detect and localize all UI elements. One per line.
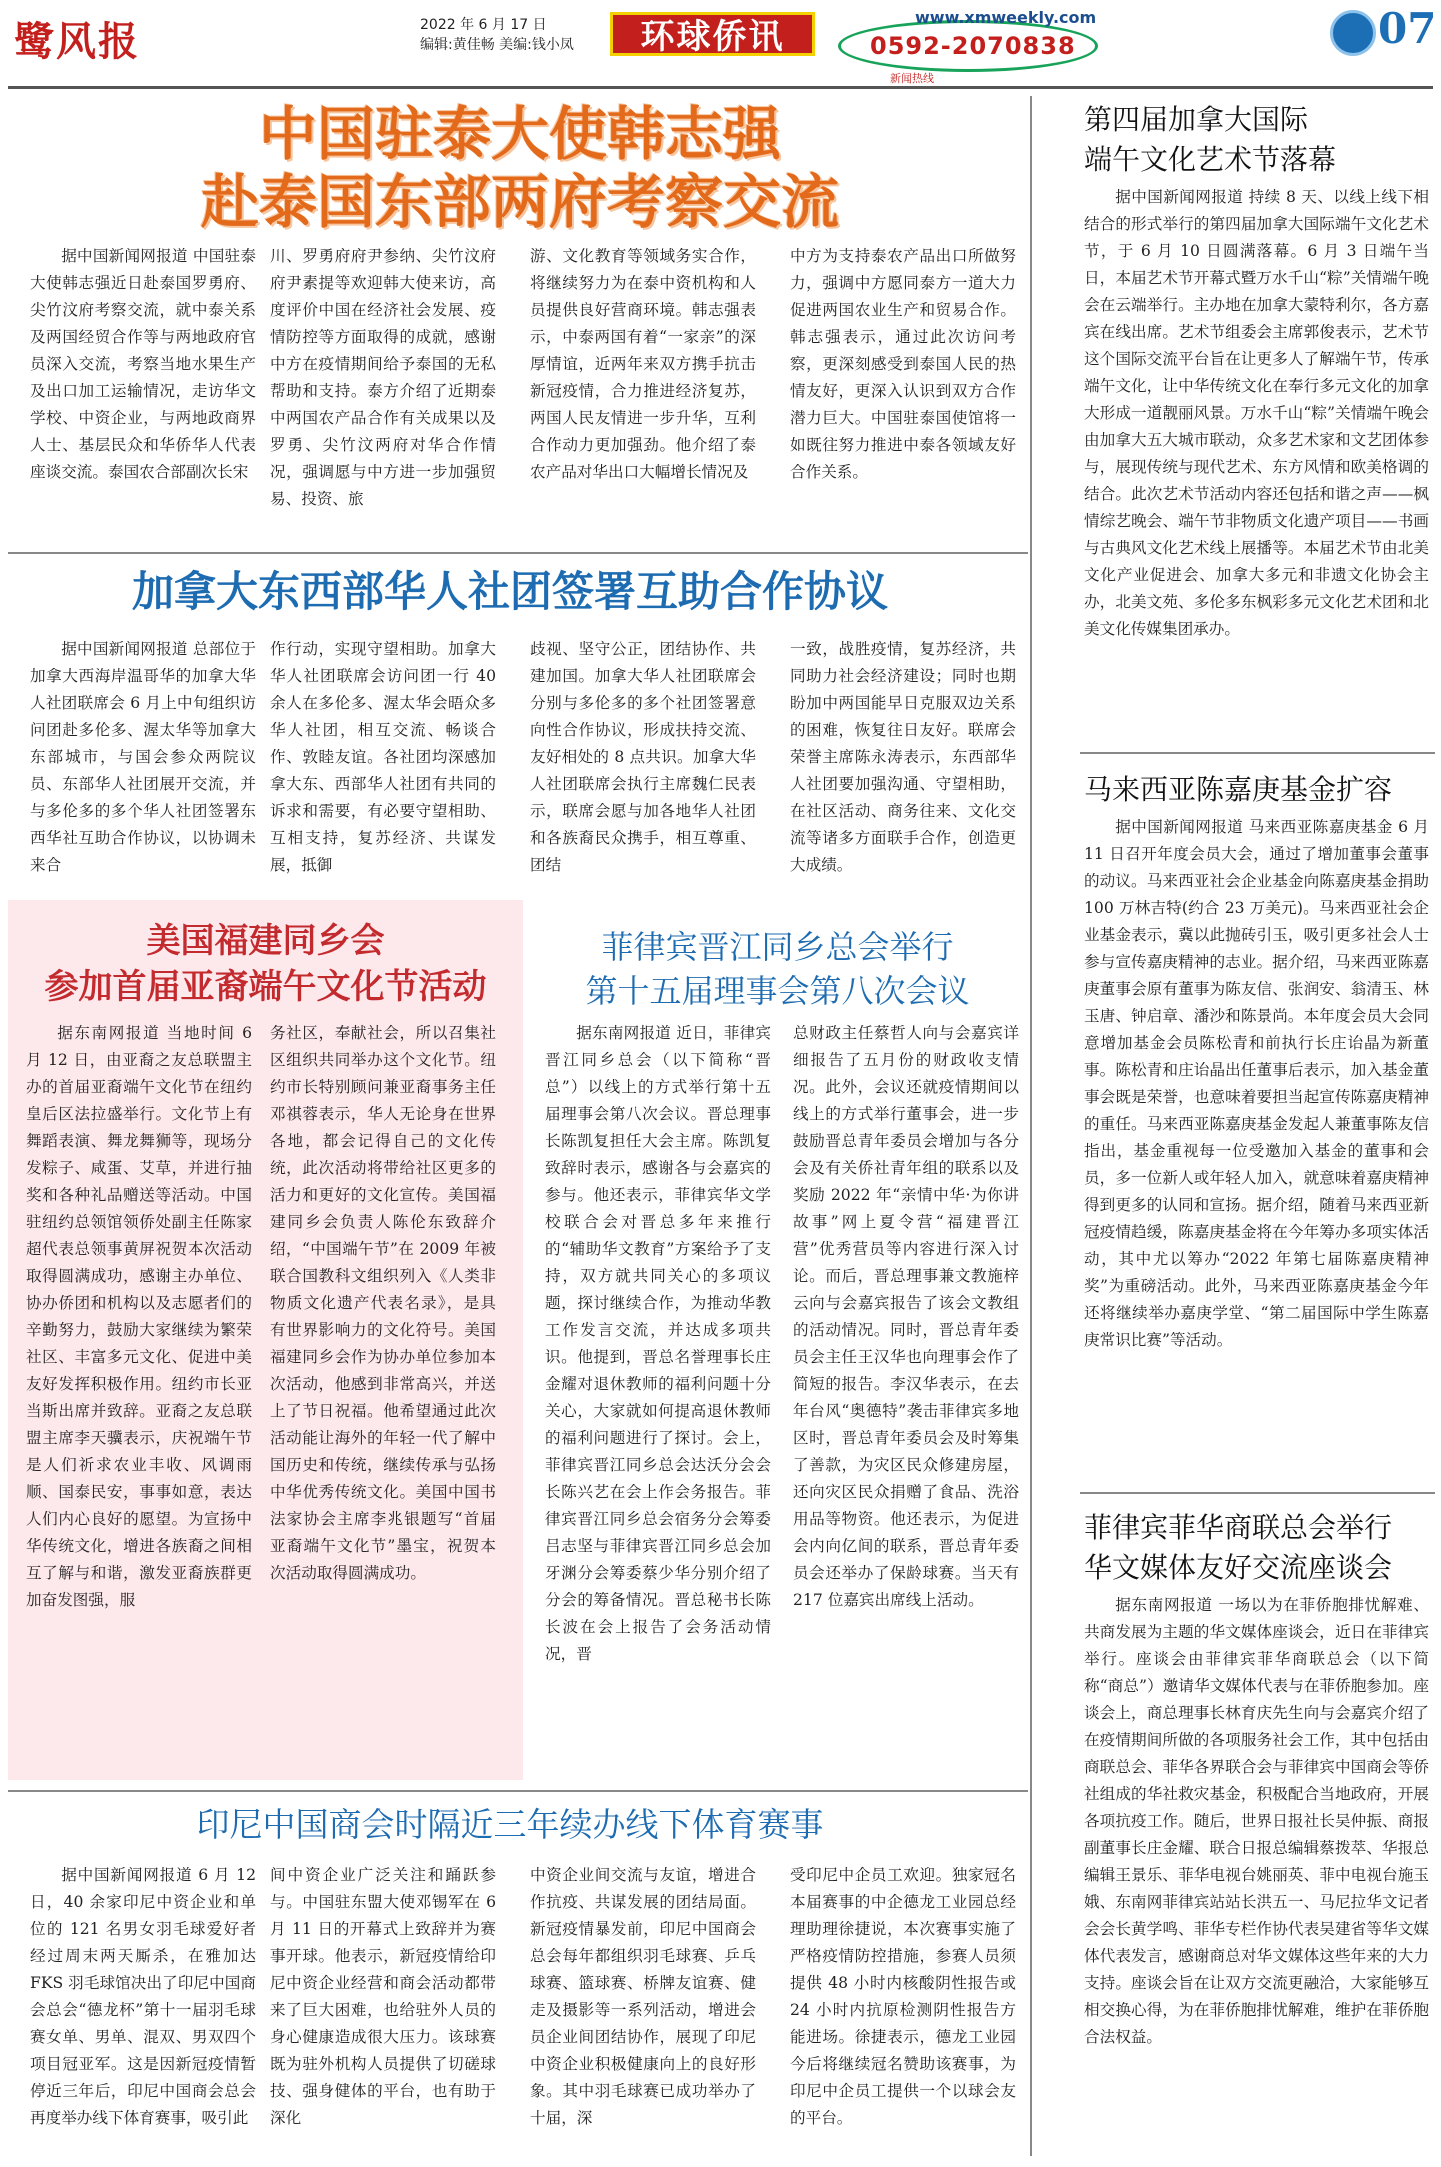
sidebar-story1-headline-line1: 第四届加拿大国际	[1084, 103, 1309, 136]
hotline-label: 新闻热线	[890, 72, 934, 85]
article1-col3: 游、文化教育等领域务实合作，将继续努力为在泰中资机构和人员提供良好营商环境。韩志强表示，中泰两国有着“一家亲”的深厚情谊，近两年来双方携手抗击新冠疫情，合力推进经济复苏，两国人民友情进一步升华，互利合作动力更加强劲。他介绍了泰农产品对华出口大幅增长情况及	[530, 247, 756, 481]
article2-headline: 加拿大东西部华人社团签署互助合作协议	[131, 567, 888, 616]
article1-col4: 中方为支持泰农产品出口所做努力，强调中方愿同泰方一道大力促进两国农业生产和贸易合作。韩志强表示，通过此次访问考察，更深刻感受到泰国人民的热情友好，更深入认识到双方合作潜力巨大。中国驻泰国使馆将一如既往努力推进中泰各领域友好合作关系。	[790, 247, 1016, 481]
editor-credits: 编辑:黄佳畅 美编:钱小凤	[420, 37, 574, 53]
article1-headline-line1: 中国驻泰大使韩志强	[258, 100, 781, 168]
article2-col2: 作行动，实现守望相助。加拿大华人社团联席会访问团一行 40 余人在多伦多、渥太华会晤众多华人社团，相互交流、畅谈合作、敦睦友谊。各社团均深感加拿大东、西部华人社团有共同的诉求和需要，有必要守望相助、互相支持，复苏经济、共谋发展，抵御	[270, 640, 496, 874]
article5-col3: 中资企业间交流与友谊，增进合作抗疫、共谋发展的团结局面。新冠疫情暴发前，印尼中国商会总会每年都组织羽毛球赛、乒乓球赛、篮球赛、桥牌友谊赛、健走及摄影等一系列活动，增进会员企业间团结协作，展现了印尼中资企业积极健康向上的良好形象。其中羽毛球赛已成功举办了十届，深	[530, 1866, 756, 2127]
sidebar-story3-headline-line2: 华文媒体友好交流座谈会	[1084, 1551, 1393, 1584]
divider	[1080, 1492, 1435, 1494]
issue-date: 2022 年 6 月 17 日	[420, 17, 547, 33]
divider	[1080, 752, 1435, 754]
column-divider	[1030, 96, 1032, 2156]
newspaper-logo: 鹭风报	[14, 18, 140, 65]
hotline-phone: 0592-2070838	[870, 32, 1076, 60]
article5-col4: 受印尼中企员工欢迎。独家冠名本届赛事的中企德龙工业园总经理助理徐捷说，本次赛事实施了严格疫情防控措施，参赛人员须提供 48 小时内核酸阴性报告或 24 小时内抗原检测阴性报告方能进场。徐捷表示，德龙工业园今后将继续冠名赞助该赛事，为印尼中企员工提供一个以球会友的平台。	[790, 1866, 1016, 2127]
sidebar-story2-body: 据中国新闻网报道 马来西亚陈嘉庚基金 6 月 11 日召开年度会员大会，通过了增加董事会董事的动议。马来西亚社会企业基金向陈嘉庚基金捐助 100 万林吉特(约合 23 万美元)。马来西亚社会企业基金表示，冀以此抛砖引玉，吸引更多社会人士参与宣传嘉庚精神的志业。据介绍，马来西亚陈嘉庚董事会原有董事为陈友信、张润安、翁清玉、林玉唐、钟启章、潘沙和陈景尚。本年度会员大会同意增加基金会员陈松青和前执行长庄诒晶为新董事。陈松青和庄诒晶出任董事后表示，加入基金董事会既是荣誉，也意味着要担当起宣传陈嘉庚精神的重任。马来西亚陈嘉庚基金发起人兼董事陈友信指出，基金重视每一位受邀加入基金的董事和会员，多一位新人或年轻人加入，就意味着嘉庚精神得到更多的认同和宣扬。据介绍，随着马来西亚新冠疫情趋缓，陈嘉庚基金将在今年筹办多项实体活动，其中尤以筹办“2022 年第七届陈嘉庚精神奖”为重磅活动。此外，马来西亚陈嘉庚基金今年还将继续举办嘉庚学堂、“第二届国际中学生陈嘉庚常识比赛”等活动。	[1084, 818, 1429, 1349]
article3-col2: 务社区，奉献社会，所以召集社区组织共同举办这个文化节。纽约市长特别顾问兼亚裔事务主任邓祺蓉表示，华人无论身在世界各地，都会记得自己的文化传统，此次活动将带给社区更多的活力和更好的文化宣传。美国福建同乡会负责人陈伦东致辞介绍，“中国端午节”在 2009 年被联合国教科文组织列入《人类非物质文化遗产代表名录》，是具有世界影响力的文化符号。美国福建同乡会作为协办单位参加本次活动，他感到非常高兴，并送上了节日祝福。他希望通过此次活动能让海外的年轻一代了解中国历史和传统，继续传承与弘扬中华优秀传统文化。美国中国书法家协会主席李兆银题写“首届亚裔端午文化节”墨宝，祝贺本次活动取得圆满成功。	[270, 1024, 496, 1582]
article3-col1: 据东南网报道 当地时间 6 月 12 日，由亚裔之友总联盟主办的首届亚裔端午文化节在纽约皇后区法拉盛举行。文化节上有舞蹈表演、舞龙舞狮等，现场分发粽子、咸蛋、艾草，并进行抽奖和各种礼品赠送等活动。中国驻纽约总领馆领侨处副主任陈家超代表总领事黄屏祝贺本次活动取得圆满成功，感谢主办单位、协办侨团和机构以及志愿者们的辛勤努力，鼓励大家继续为繁荣社区、丰富多元文化、促进中美友好发挥积极作用。纽约市长亚当斯出席并致辞。亚裔之友总联盟主席李天骥表示，庆祝端午节是人们祈求农业丰收、风调雨顺、国泰民安，事事如意，表达人们内心良好的愿望。为宣扬中华传统文化，增进各族裔之间相互了解与和谐，激发亚裔族群更加奋发图强，服	[26, 1024, 252, 1609]
article3-headline-line2: 参加首届亚裔端午文化节活动	[44, 967, 487, 1007]
article2-col4: 一致，战胜疫情，复苏经济，共同助力社会经济建设；同时也期盼加中两国能早日克服双边关系的困难，恢复往日友好。联席会荣誉主席陈永涛表示，东西部华人社团要加强沟通、守望相助，在社区活动、商务往来、文化交流等诸多方面联手合作，创造更大成绩。	[790, 640, 1016, 874]
article5-col2: 间中资企业广泛关注和踊跃参与。中国驻东盟大使邓锡军在 6 月 11 日的开幕式上致辞并为赛事开球。他表示，新冠疫情给印尼中资企业经营和商会活动都带来了巨大困难，也给驻外人员的身心健康造成很大压力。该球赛既为驻外机构人员提供了切磋球技、强身健体的平台，也有助于深化	[270, 1866, 496, 2127]
article4-col1: 据东南网报道 近日，菲律宾晋江同乡总会（以下简称“晋总”）以线上的方式举行第十五届理事会第八次会议。晋总理事长陈凯复担任大会主席。陈凯复致辞时表示，感谢各与会嘉宾的参与。他还表示，菲律宾华文学校联合会对晋总多年来推行的“辅助华文教育”方案给予了支持，双方就共同关心的多项议题，探讨继续合作，为推动华教工作发言交流，并达成多项共识。他提到，晋总名誉理事长庄金耀对退休教师的福利问题十分关心，大家就如何提高退休教师的福利问题进行了探讨。会上，菲律宾晋江同乡总会达沃分会会长陈兴艺在会上作会务报告。菲律宾晋江同乡总会宿务分会筹委吕志坚与菲律宾晋江同乡总会加牙渊分会筹委蔡少华分别介绍了分会的筹备情况。晋总秘书长陈长波在会上报告了会务活动情况，晋	[545, 1024, 771, 1663]
article1-col1: 据中国新闻网报道 中国驻泰大使韩志强近日赴泰国罗勇府、尖竹汶府考察交流，就中泰关系及两国经贸合作等与两地政府官员深入交流，考察当地水果生产及出口加工运输情况，走访华文学校、中资企业，与两地政商界人士、基层民众和华侨华人代表座谈交流。泰国农合部副次长宋	[30, 247, 256, 481]
masthead	[0, 0, 1441, 100]
divider	[8, 1790, 1028, 1792]
divider	[8, 552, 1028, 554]
sidebar-story1-headline-line2: 端午文化艺术节落幕	[1084, 143, 1337, 176]
website-link[interactable]: www.xmweekly.com	[915, 8, 1097, 27]
globe-icon	[1330, 10, 1376, 56]
sidebar-story2-headline: 马来西亚陈嘉庚基金扩容	[1084, 773, 1393, 806]
page-number: 07	[1378, 4, 1437, 53]
article5-col1: 据中国新闻网报道 6 月 12 日，40 余家印尼中资企业和单位的 121 名男女羽毛球爱好者经过周末两天厮杀，在雅加达 FKS 羽毛球馆决出了印尼中国商会总会“德龙杯”第十一届羽毛球赛女单、男单、混双、男双四个项目冠亚军。这是因新冠疫情暂停近三年后，印尼中国商会总会再度举办线下体育赛事，吸引此	[30, 1866, 256, 2127]
article5-headline: 印尼中国商会时隔近三年续办线下体育赛事	[196, 1805, 824, 1844]
sidebar-story3-headline-line1: 菲律宾菲华商联总会举行	[1084, 1511, 1393, 1544]
article4-headline-line1: 菲律宾晋江同乡总会举行	[601, 928, 954, 966]
article1-col2: 川、罗勇府府尹参纳、尖竹汶府府尹素提等欢迎韩大使来访，高度评价中国在经济社会发展、疫情防控等方面取得的成就，感谢中方在疫情期间给予泰国的无私帮助和支持。泰方介绍了近期泰中两国农产品合作有关成果以及罗勇、尖竹汶两府对华合作情况，强调愿与中方进一步加强贸易、投资、旅	[270, 247, 496, 508]
sidebar-story3-body: 据东南网报道 一场以为在菲侨胞排忧解难、共商发展为主题的华文媒体座谈会，近日在菲律宾举行。座谈会由菲律宾菲华商联总会（以下简称“商总”）邀请华文媒体代表与在菲侨胞参加。座谈会上，商总理事长林育庆先生向与会嘉宾介绍了在疫情期间所做的各项服务社会工作，其中包括由商联总会、菲华各界联合会与菲律宾中国商会等侨社组成的华社救灾基金，积极配合当地政府，开展各项抗疫工作。随后，世界日报社长吴仲振、商报副董事长庄金耀、联合日报总编辑蔡拨萃、华报总编辑王景乐、菲华电视台姚丽英、菲中电视台施玉娥、东南网菲律宾站站长洪五一、马尼拉华文记者会会长黄学鸣、菲华专栏作协代表吴建省等华文媒体代表发言，感谢商总对华文媒体这些年来的大力支持。座谈会旨在让双方交流更融洽，大家能够互相交换心得，为在菲侨胞排忧解难，维护在菲侨胞合法权益。	[1084, 1596, 1429, 2046]
article2-col3: 歧视、坚守公正，团结协作、共建加国。加拿大华人社团联席会分别与多伦多的多个社团签署意向性合作协议，形成扶持交流、友好相处的 8 点共识。加拿大华人社团联席会执行主席魏仁民表示，联席会愿与加各地华人社团和各族裔民众携手，相互尊重、团结	[530, 640, 756, 874]
column-title: 环球侨讯	[610, 12, 815, 56]
sidebar-story1-body: 据中国新闻网报道 持续 8 天、以线上线下相结合的形式举行的第四届加拿大国际端午文化艺术节，于 6 月 10 日圆满落幕。6 月 3 日端午当日，本届艺术节开幕式暨万水千山“粽”关情端午晚会在云端举行。主办地在加拿大蒙特利尔，各方嘉宾在线出席。艺术节组委会主席郭俊表示，艺术节这个国际交流平台旨在让更多人了解端午节，传承端午文化，让中华传统文化在奉行多元文化的加拿大形成一道靓丽风景。万水千山“粽”关情端午晚会由加拿大五大城市联动，众多艺术家和文艺团体参与，展现传统与现代艺术、东方风情和欧美格调的结合。此次艺术节活动内容还包括和谐之声——枫情综艺晚会、端午节非物质文化遗产项目——书画与古典风文化艺术线上展播等。本届艺术节由北美文化产业促进会、加拿大多元和非遗文化协会主办，北美文苑、多伦多东枫彩多元文化艺术团和北美文化传媒集团承办。	[1084, 188, 1429, 638]
article2-col1: 据中国新闻网报道 总部位于加拿大西海岸温哥华的加拿大华人社团联席会 6 月上中旬组织访问团赴多伦多、渥太华等加拿大东部城市，与国会参众两院议员、东部华人社团展开交流，并与多伦多的多个华人社团签署东西华社互助合作协议，以协调未来合	[30, 640, 256, 874]
article3-headline-line1: 美国福建同乡会	[146, 921, 385, 961]
article4-headline-line2: 第十五届理事会第八次会议	[585, 972, 970, 1010]
article4-col2: 总财政主任蔡哲人向与会嘉宾详细报告了五月份的财政收支情况。此外，会议还就疫情期间以线上的方式举行董事会，进一步鼓励晋总青年委员会增加与各分会及有关侨社青年组的联系以及奖励 2022 年“亲情中华·为你讲故事”网上夏令营“福建晋江营”优秀营员等内容进行深入讨论。而后，晋总理事兼文教施梓云向与会嘉宾报告了该会文教组的活动情况。同时，晋总青年委员会主任王汉华也向理事会作了简短的报告。李汉华表示，在去年台风“奥德特”袭击菲律宾多地区时，晋总青年委员会及时筹集了善款，为灾区民众修建房屋，还向灾区民众捐赠了食品、洗浴用品等物资。他还表示，为促进会内向亿间的联系，晋总青年委员会还举办了保龄球赛。当天有 217 位嘉宾出席线上活动。	[793, 1024, 1019, 1609]
masthead-rule	[8, 86, 1433, 89]
article1-headline-line2: 赴泰国东部两府考察交流	[200, 168, 839, 236]
